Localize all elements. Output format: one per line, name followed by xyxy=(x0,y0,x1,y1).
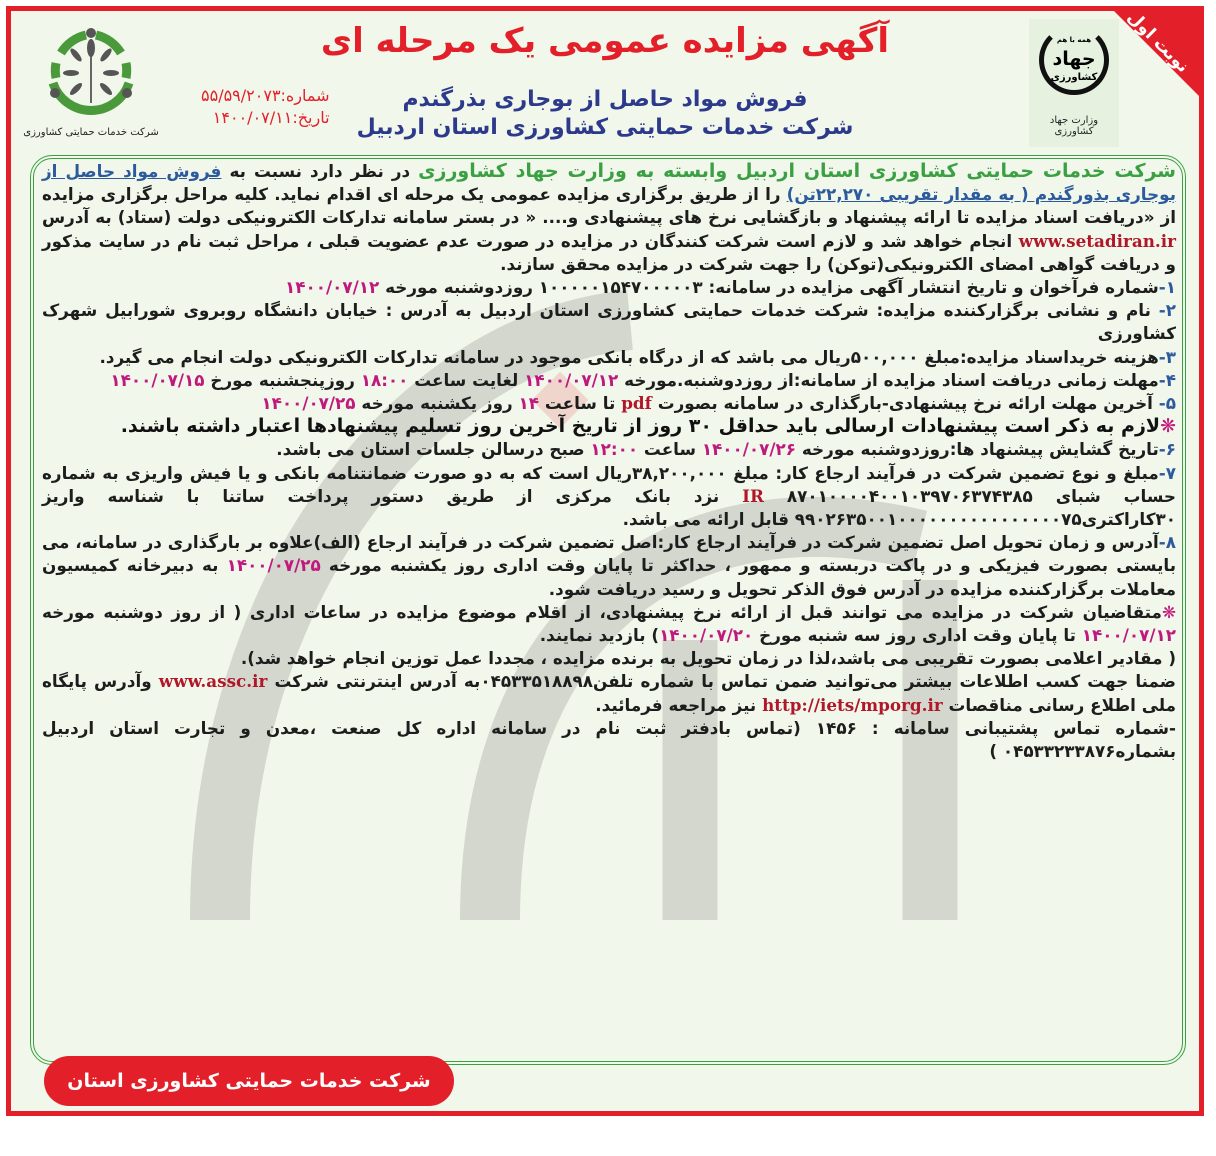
asterisk-icon: ❋ xyxy=(1161,601,1176,622)
item-6: ۶-تاریخ گشایش پیشنهاد ها:روزدوشنبه مورخه ۱۴۰۰/۰۷/۲۶ ساعت ۱۲:۰۰ صبح درسالن جلسات استان می باشد. xyxy=(276,439,1176,460)
item-4: ۴-مهلت زمانی دریافت اسناد مزایده از سامانه:از روزدوشنبه.مورخه ۱۴۰۰/۰۷/۱۲ لغایت ساعت ۱۸:۰۰ روزپنجشنبه مورخ ۱۴۰۰/۰۷/۱۵ xyxy=(110,369,1176,390)
notice-subtitle-1: فروش مواد حاصل از بوجاری بذرگندم xyxy=(402,87,808,112)
intro-paragraph: شرکت خدمات حمایتی کشاورزی استان اردبیل وابسته به وزارت جهاد کشاورزی در نظر دارد نسبت به فروش مواد حاصل از بوجاری بذورگندم ( به مقدار تقریبی ۲۲,۲۷۰تن) را از طریق برگزاری مزایده عمومی یک مرحله ای اقدام نماید. کلیه مراحل برگزاری مزایده از «دریافت اسناد مزایده تا ارائه پیشنهاد و بازگشایی نرخ های پیشنهادی و.... « در بستر سامانه تدارکات الکترونیکی دولت (ستاد) به آدرس www.setadiran.ir انجام خواهد شد و لازم است شرکت کنندگان در مزایده در صورت عدم عضویت قبلی ، مراحل ثبت نام در سایت مذکور و دریافت گواهی امضای الکترونیکی(توکن) را جهت شرکت در مزایده محقق سازند. xyxy=(42,160,1176,274)
ministry-caption: وزارت جهاد کشاورزی xyxy=(1049,115,1099,137)
organizer-name: شرکت خدمات حمایتی کشاورزی استان اردبیل وابسته به وزارت جهاد کشاورزی xyxy=(418,160,1176,182)
setadiran-url[interactable]: www.setadiran.ir xyxy=(1018,230,1176,251)
approx-note: ( مقادیر اعلامی بصورت تقریبی می باشد،لذا در زمان تحویل به برنده مزایده ، مجددا عمل توزین انجام خواهد شد). xyxy=(240,648,1176,669)
assc-url[interactable]: www.assc.ir xyxy=(158,671,268,692)
contact-info: ضمنا جهت کسب اطلاعات بیشتر می‌توانید ضمن تماس با شماره تلفن۰۴۵۳۳۵۱۸۸۹۸به آدرس اینترنتی شرکت www.assc.ir وآدرس پایگاه ملی اطلاع رسانی مناقصات http://iets/mporg.ir نیز مراجعه فرمائید. xyxy=(42,671,1176,715)
support-contact: -شماره تماس پشتیبانی سامانه : ۱۴۵۶ (تماس بادفتر ثبت نام در سامانه اداره کل صنعت ،معدن و تجارت استان اردبیل بشماره۰۴۵۳۳۲۳۳۸۷۶ ) xyxy=(42,717,1177,762)
subject-link[interactable]: فروش مواد حاصل از بوجاری بذورگندم ( به مقدار تقریبی ۲۲,۲۷۰تن) xyxy=(42,161,1176,205)
company-caption: شرکت خدمات حمایتی کشاورزی xyxy=(23,127,159,138)
notice-body xyxy=(42,160,1176,763)
wheat-ring-logo-icon xyxy=(41,23,141,123)
notice-subtitle-2: شرکت خدمات حمایتی کشاورزی استان اردبیل xyxy=(356,115,854,140)
asterisk-icon: ❋ xyxy=(1160,415,1176,438)
validity-note: ❋لازم به ذکر است پیشنهادات ارسالی باید حداقل ۳۰ روز از تاریخ آخرین روز تسلیم پیشنهادها اعتبار داشته باشند. xyxy=(120,415,1176,438)
iets-url[interactable]: http://iets/mporg.ir xyxy=(762,694,943,715)
reference-block: شماره:۵۵/۵۹/۲۰۷۳ تاریخ:۱۴۰۰/۰۷/۱۱ xyxy=(201,86,330,127)
item-8: ۸-آدرس و زمان تحویل اصل تضمین شرکت در فرآیند ارجاع کار:اصل تضمین شرکت در فرآیند ارجاع (الف)علاوه بر بارگذاری در سامانه، می بایستی بصورت فیزیکی و در پاکت دربسته و ممهور ، حداکثر تا پایان وقت اداری روز یکشنبه مورخه ۱۴۰۰/۰۷/۲۵ به دبیرخانه کمیسیون معاملات برگزارکننده مزایده در آدرس فوق الذکر تحویل و رسید دریافت شود. xyxy=(42,532,1176,599)
visit-note: ❋متقاضیان شرکت در مزایده می توانند قبل از ارائه نرخ پیشنهادی، از اقلام موضوع مزایده در ساعات اداری ( از روز دوشنبه مورخه ۱۴۰۰/۰۷/۱۲ تا پایان وقت اداری روز سه شنبه مورخ ۱۴۰۰/۰۷/۲۰) بازدید نمایند. xyxy=(42,601,1176,646)
company-logo xyxy=(21,19,161,149)
reference-date: ۱۴۰۰/۰۷/۱۱ xyxy=(212,108,293,127)
item-3: ۳-هزینه خریداسناد مزایده:مبلغ ۵۰۰,۰۰۰ریال می باشد که از درگاه بانکی موجود در سامانه تدارکات الکترونیکی دولت انجام می گیرد. xyxy=(99,346,1176,367)
ribbon-label: نوبت اول xyxy=(1123,7,1193,77)
item-7: ۷-مبلغ و نوع تضمین شرکت در فرآیند ارجاع کار: مبلغ ۳۸,۲۰۰,۰۰۰ریال است که به دو صورت ضمانتنامه بانکی و یا فیش واریزی به شماره حساب شبای ۸۷۰۱۰۰۰۰۴۰۰۱۰۳۹۷۰۶۳۷۴۳۸۵ IR نزد بانک مرکزی از طریق دستور پرداخت ساتنا با شناسه واریز ۳۰کاراکتری۹۹۰۲۶۳۵۰۰۱۰۰۰۰۰۰۰۰۰۰۰۰۰۰۰۰۷۵ قابل ارائه می باشد. xyxy=(42,462,1177,530)
item-2: ۲- نام و نشانی برگزارکننده مزایده: شرکت خدمات حمایتی کشاورزی استان اردبیل به آدرس : خیابان دانشگاه روبروی شورابیل شهرک کشاورزی xyxy=(42,300,1176,344)
footer-organizer-badge: شرکت خدمات حمایتی کشاورزی استان اردبیل xyxy=(44,1056,454,1106)
item-1: ۱-شماره فرآخوان و تاریخ انتشار آگهی مزایده در سامانه: ۱۰۰۰۰۰۱۵۴۷۰۰۰۰۰۳ روزدوشنبه مورخه ۱۴۰۰/۰۷/۱۲ xyxy=(285,277,1176,298)
header xyxy=(11,11,1199,161)
jahad-emblem-icon: همه با هم جهاد کشاورزی xyxy=(1039,25,1109,95)
item-5: ۵- آخرین مهلت ارائه نرخ پیشنهادی-بارگذاری در سامانه بصورت pdf تا ساعت ۱۴ روز یکشنبه مورخه ۱۴۰۰/۰۷/۲۵ xyxy=(261,393,1176,414)
notice-title: آگهی مزایده عمومی یک مرحله ای xyxy=(320,21,890,61)
reference-number: ۵۵/۵۹/۲۰۷۳ xyxy=(201,86,281,105)
